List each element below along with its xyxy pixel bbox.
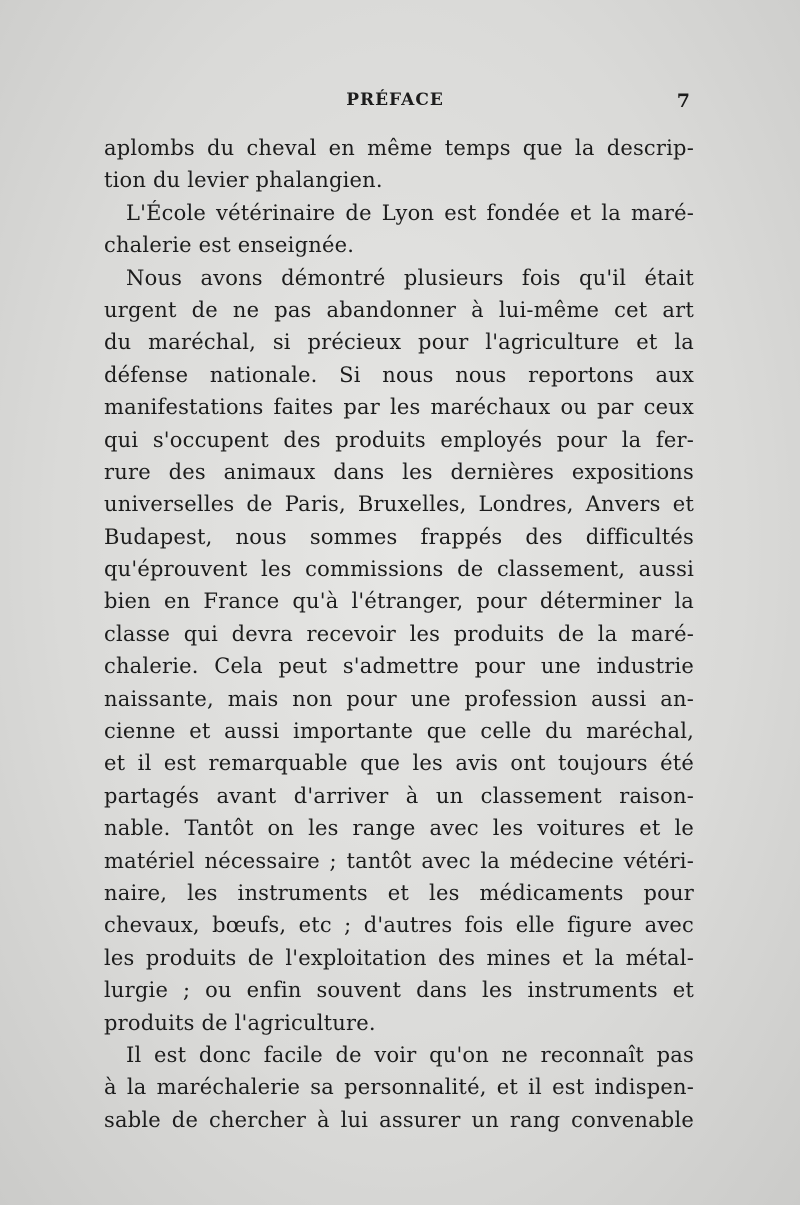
text-line: défense nationale. Si nous nous reportons aux	[104, 362, 694, 387]
text-line: lurgie ; ou enfin souvent dans les instruments et	[104, 978, 694, 1003]
text-line: nable. Tantôt on les range avec les voitures et le	[104, 816, 694, 841]
text-line: rure des animaux dans les dernières expositions	[104, 459, 694, 484]
text-line: cienne et aussi importante que celle du maréchal,	[104, 719, 694, 744]
text-line: et il est remarquable que les avis ont toujours été	[104, 751, 694, 776]
text-line: urgent de ne pas abandonner à lui-même cet art	[104, 297, 694, 322]
text-line: Il est donc facile de voir qu'on ne reconnaît pas	[126, 1042, 694, 1067]
text-line: partagés avant d'arriver à un classement raison-	[104, 783, 694, 808]
page-number: 7	[676, 90, 690, 112]
text-line: qui s'occupent des produits employés pour la fer-	[104, 427, 694, 452]
text-line: produits de l'agriculture.	[104, 1010, 376, 1035]
text-line: universelles de Paris, Bruxelles, Londres, Anvers et	[104, 492, 694, 517]
text-line: Nous avons démontré plusieurs fois qu'il était	[126, 265, 694, 290]
text-line: naire, les instruments et les médicaments pour	[104, 880, 694, 905]
text-line: du maréchal, si précieux pour l'agriculture et la	[104, 330, 694, 355]
text-line: à la maréchalerie sa personnalité, et il est indispen-	[104, 1075, 694, 1100]
running-head	[100, 90, 690, 116]
text-line: chalerie. Cela peut s'admettre pour une industrie	[104, 654, 694, 679]
text-line: qu'éprouvent les commissions de classement, aussi	[104, 557, 694, 582]
text-line: aplombs du cheval en même temps que la descrip-	[104, 136, 694, 160]
text-line: matériel nécessaire ; tantôt avec la médecine vétéri-	[104, 848, 694, 873]
text-line: tion du levier phalangien.	[104, 168, 383, 193]
text-line: manifestations faites par les maréchaux ou par ceux	[104, 395, 694, 420]
text-line: classe qui devra recevoir les produits de la maré-	[104, 621, 694, 646]
text-line: chevaux, bœufs, etc ; d'autres fois elle figure avec	[104, 913, 694, 938]
text-line: les produits de l'exploitation des mines et la métal-	[104, 945, 694, 970]
text-line: sable de chercher à lui assurer un rang convenable	[104, 1107, 694, 1132]
text-line: L'École vétérinaire de Lyon est fondée et la maré-	[126, 200, 694, 225]
body-text	[104, 132, 694, 1136]
text-line: chalerie est enseignée.	[104, 233, 355, 258]
running-head-title: PRÉFACE	[346, 90, 444, 110]
text-line: Budapest, nous sommes frappés des difficultés	[104, 524, 694, 549]
text-line: bien en France qu'à l'étranger, pour déterminer la	[104, 589, 694, 614]
text-line: naissante, mais non pour une profession aussi an-	[104, 686, 694, 711]
